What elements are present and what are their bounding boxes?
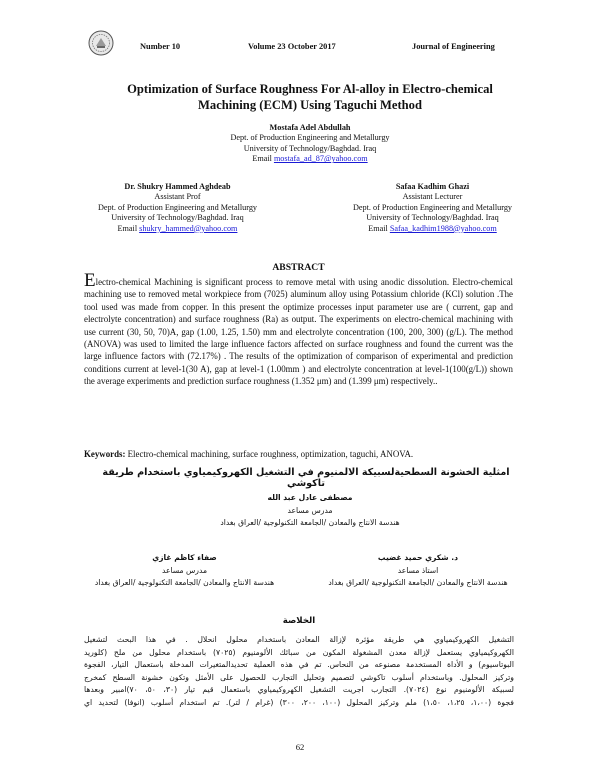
author-3-email-link[interactable]: Safaa_kadhim1988@yahoo.com [389, 223, 497, 233]
author-1-email-link[interactable]: mostafa_ad_87@yahoo.com [273, 154, 368, 164]
author-3-role: Assistant Lecturer [402, 192, 463, 202]
arabic-author-1-role: مدرس مساعد [287, 505, 333, 515]
author-3-block [330, 182, 535, 234]
author-3-name: Safaa Kadhim Ghazi [395, 182, 470, 191]
arabic-author-1-name: مصطفى عادل عبد الله [267, 493, 353, 502]
arabic-author-1-affil: هندسة الانتاج والمعادن /الجامعة التكنولوجية /العراق بغداد [220, 518, 400, 528]
arabic-abstract-heading: الخلاصة [282, 616, 316, 626]
author-2-role: Assistant Prof [154, 192, 201, 202]
journal-name: Journal of Engineering [412, 42, 495, 51]
author-3-dept: Dept. of Production Engineering and Metallurgy [352, 202, 513, 212]
university-seal-icon [88, 30, 114, 56]
author-3-univ: University of Technology/Baghdad. Iraq [366, 213, 499, 223]
keywords-text: Electro-chemical machining, surface roughness, optimization, taguchi, ANOVA. [125, 449, 414, 459]
author-2-dept: Dept. of Production Engineering and Metallurgy [97, 202, 258, 212]
arabic-author-2-block [308, 552, 528, 590]
abstract-drop-cap: E [84, 270, 96, 291]
arabic-author-3-block [72, 552, 297, 590]
arabic-abstract-line: التشغيل الكهروكيمياوي هي طريقة مؤثرة لإزالة المعادن باستخدام محلول انحلال . في هذا البحث لتشغيل [84, 635, 514, 644]
author-1-univ: University of Technology/Baghdad. Iraq [243, 143, 377, 153]
arabic-author-3-affil: هندسة الانتاج والمعادن /الجامعة التكنولوجية /العراق بغداد [94, 578, 275, 588]
arabic-abstract-line: فجوة (١،٠٠، ١،٢٥، ١،٥٠) ملم وتركيز المحلول (١٠٠، ٢٠٠، ٣٠٠) (غرام / لتر). تم استخدام أسلوب (انوفا) لتحديد اي [84, 697, 514, 707]
arabic-abstract-line: الكهروكيمياوي يستعمل لإزالة معدن المشغولة المكون من سبائك الألومنيوم (٧٠٢٥) باستخدام محلول من ملح (كلوريد [84, 647, 514, 657]
paper-title: Optimization of Surface Roughness For Al-alloy in Electro-chemical Machining (ECM) Using Taguchi Method [127, 82, 493, 112]
author-2-name: Dr. Shukry Hammed Aghdeab [124, 182, 231, 191]
arabic-author-2-affil: هندسة الانتاج والمعادن /الجامعة التكنولوجية /العراق بغداد [328, 578, 508, 588]
arabic-abstract-line: وتركيز المحلول. وباستخدام أسلوب تاكوشي لتصميم وتحليل التجارب للحصول على الأمثل وتكون خشونة السطح كمخرج [84, 672, 514, 682]
arabic-author-1-block [160, 492, 460, 530]
arabic-abstract-line: البوتاسيوم) و الأداة المستخدمة مصنوعه من النحاس. تم في هذه العملية تحديدالمتغيرات المدخلة باستعمال التيار، الفجوة [84, 660, 514, 670]
author-1-name: Mostafa Adel Abdullah [269, 123, 351, 132]
author-1-block [160, 123, 460, 165]
abstract-text [84, 270, 513, 388]
arabic-author-2-role: استاذ مساعد [397, 565, 439, 575]
arabic-abstract-text [84, 634, 514, 710]
author-2-email-label: Email [117, 223, 140, 233]
issue-number: Number 10 [140, 42, 181, 51]
author-2-email-line [75, 224, 280, 234]
author-1-email-line [160, 154, 460, 164]
arabic-abstract-line: لسبيكة الألومنيوم نوع (٧٠٢٤). التجارب اجريت التشغيل الكهروكيمياوي باستعمال قيم تيار (٣٠، ٥٠، ٧٠)امبير وبعدها [84, 685, 514, 695]
author-3-email-line [330, 224, 535, 234]
author-1-dept: Dept. of Production Engineering and Metallurgy [230, 133, 390, 143]
abstract-heading: ABSTRACT [272, 262, 325, 273]
arabic-title: امثلية الخشونة السطحيةلسبيكة الالمنيوم في التشغيل الكهروكيمياوي باستخدام طريقة تاكوشي [102, 467, 510, 489]
arabic-author-3-name: صفاء كاظم غازي [152, 553, 217, 562]
keywords-label: Keywords: [84, 449, 126, 459]
author-2-univ: University of Technology/Baghdad. Iraq [111, 213, 244, 223]
arabic-author-2-name: د. شكري حميد غضيب [377, 553, 459, 562]
volume-date: Volume 23 October 2017 [248, 42, 336, 51]
abstract-body: lectro-chemical Machining is significant process to remove metal with using anodic dissolution. Electro-chemical machining use to removed metal workpiece from (7025) aluminum alloy using Potassium chloride (KCl) solution .The tool used was made from copper. In this present the optimize processes input parameter use are ( current, gap and electrolyte concentration) and surface roughness (Ra) as output. The experiments on electro-chemical machining with use current (30, 50, 70)A, gap (1.00, 1.25, 1.50) mm and electrolyte concentration (100, 200, 300) (g/L). The method (ANOVA) was used to limited the large influence factors affected on surface roughness and found the current was the large influence factors with (72.17%) . The results of the optimization of comparison of experimental and prediction conditions current at level-1(30 A), gap at level-1 (1.00mm ) and electrolyte concentration at level-1(100(g/L)) shown the average experiments and prediction surface roughness (1.352 μm) and (1.399 μm) respectively.. [84, 277, 513, 387]
page-number: 62 [295, 742, 305, 752]
keywords-line [84, 448, 513, 460]
author-1-email-label: Email [252, 154, 274, 164]
author-3-email-label: Email [368, 223, 390, 233]
author-2-block [75, 182, 280, 234]
arabic-author-3-role: مدرس مساعد [161, 565, 208, 575]
author-2-email-link[interactable]: shukry_hammed@yahoo.com [139, 223, 238, 233]
